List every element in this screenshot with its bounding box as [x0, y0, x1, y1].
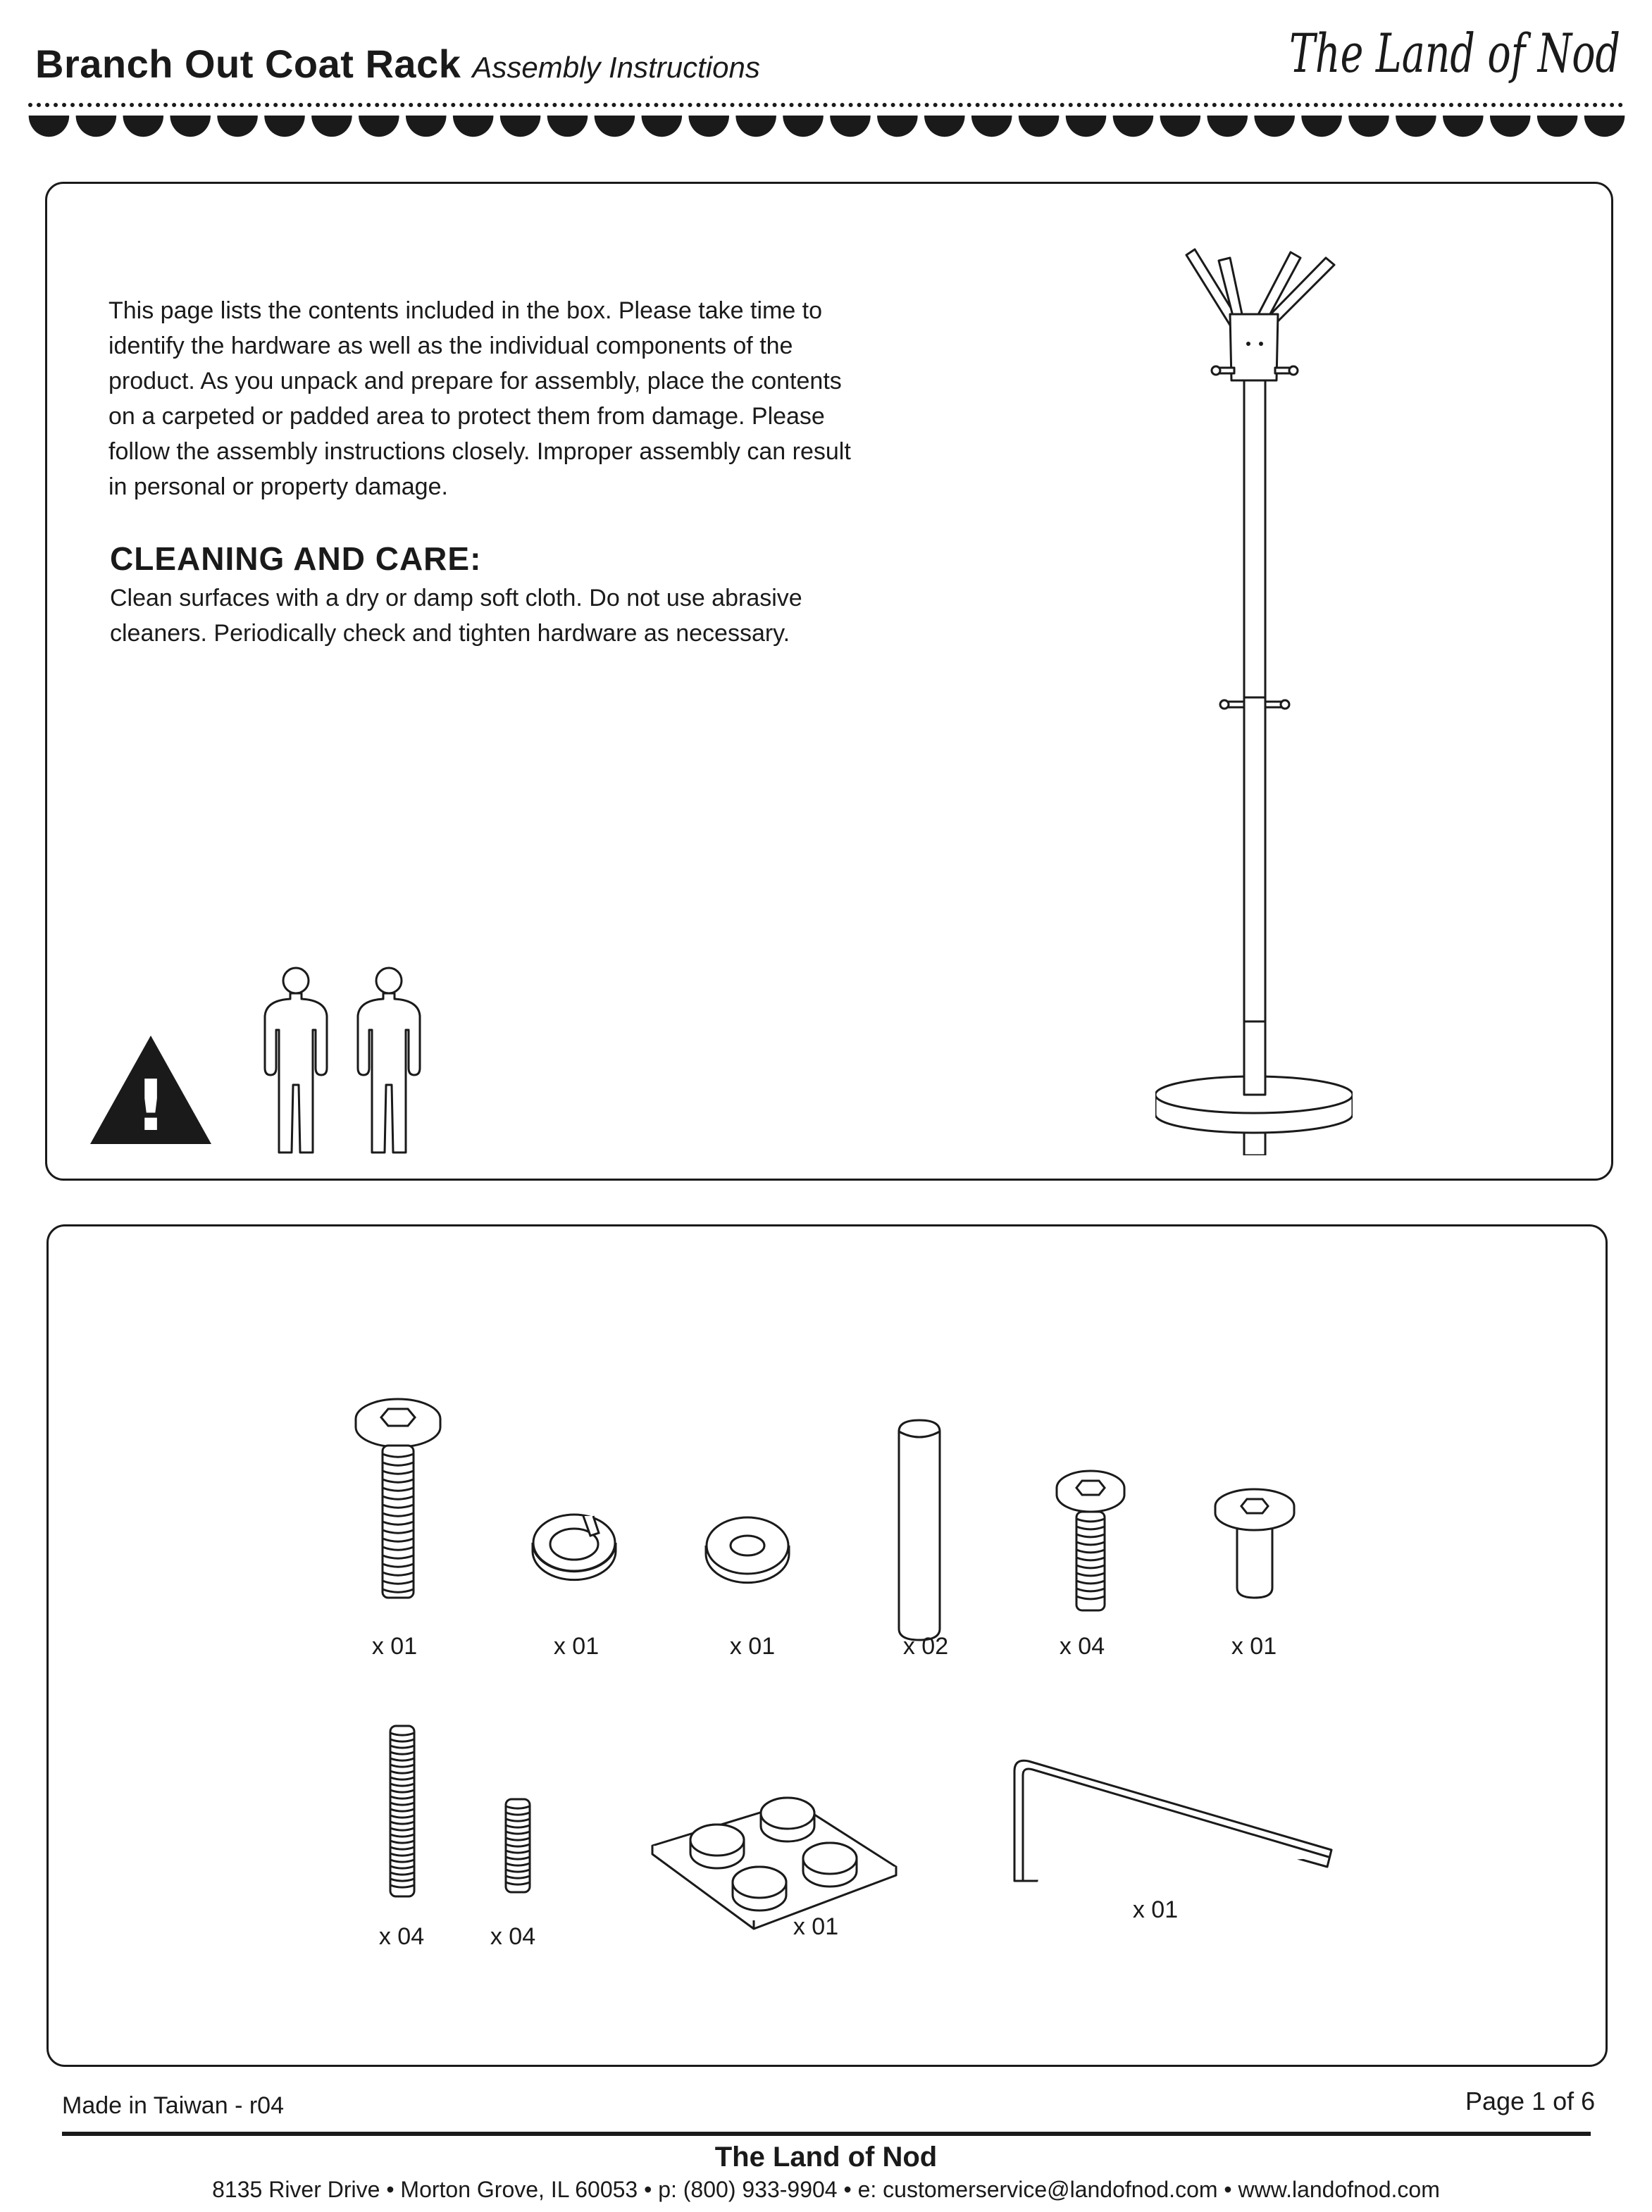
- scallop: [1537, 116, 1578, 137]
- scallop: [547, 116, 588, 137]
- long-threaded-rod-drawing: [385, 1723, 420, 1899]
- scallop: [500, 116, 541, 137]
- warning-icon: [87, 1033, 214, 1147]
- scallop: [1348, 116, 1389, 137]
- scallop: [1160, 116, 1201, 137]
- scallop: [1066, 116, 1107, 137]
- document-subtitle: Assembly Instructions: [472, 51, 760, 84]
- scallop: [359, 116, 399, 137]
- care-paragraph: Clean surfaces with a dry or damp soft cloth. Do not use abrasive cleaners. Periodically check and tighten hardware as necessary.: [110, 585, 802, 647]
- made-in-label: Made in Taiwan - r04: [62, 2092, 284, 2119]
- scallop: [735, 116, 776, 137]
- header-dotted-divider: [28, 103, 1624, 107]
- scallop: [1019, 116, 1060, 137]
- scallop: [971, 116, 1012, 137]
- qty-dowel-pin: x 02: [902, 1633, 949, 1660]
- brand-logo: [1282, 14, 1634, 92]
- scallop: [311, 116, 352, 137]
- scallop: [783, 116, 824, 137]
- qty-long-hex-bolt: x 01: [371, 1633, 418, 1660]
- scallop-border: [25, 113, 1628, 149]
- scallop: [1301, 116, 1342, 137]
- qty-felt-pad-sheet: x 01: [793, 1913, 839, 1940]
- scallop: [924, 116, 965, 137]
- brand-logo-text: The Land of Nod: [1289, 22, 1620, 85]
- coat-rack-illustration: [1155, 240, 1353, 1155]
- qty-short-hex-bolt: x 04: [1059, 1633, 1105, 1660]
- flat-washer-drawing: [702, 1515, 793, 1592]
- qty-long-threaded-rod: x 04: [378, 1923, 425, 1950]
- product-name: Branch Out Coat Rack: [35, 42, 461, 86]
- warning-symbol: !: [135, 1064, 167, 1147]
- branch-hub: [1230, 314, 1278, 380]
- footer-company-name: The Land of Nod: [714, 2142, 938, 2173]
- scallop: [29, 116, 70, 137]
- long-hex-bolt-drawing: [349, 1384, 447, 1609]
- split-lock-washer-drawing: [528, 1508, 620, 1585]
- qty-allen-key: x 01: [1132, 1896, 1179, 1923]
- scallop: [76, 116, 117, 137]
- scallop: [1396, 116, 1436, 137]
- care-heading: CLEANING AND CARE:: [110, 540, 482, 577]
- scallop: [595, 116, 635, 137]
- person-figure-right: [358, 968, 420, 1152]
- qty-barrel-nut: x 01: [1231, 1633, 1277, 1660]
- dowel-pin-drawing: [895, 1417, 944, 1643]
- scallop: [1443, 116, 1484, 137]
- scallop: [453, 116, 494, 137]
- scallop: [123, 116, 164, 137]
- scallop: [877, 116, 918, 137]
- footer-divider: [62, 2132, 1591, 2136]
- scallop: [1584, 116, 1625, 137]
- scallop: [830, 116, 871, 137]
- document-title: [35, 41, 760, 87]
- qty-split-lock-washer: x 01: [553, 1633, 600, 1660]
- page-number: Page 1 of 6: [1465, 2087, 1596, 2115]
- allen-key-drawing: [1007, 1754, 1339, 1888]
- short-threaded-rod-drawing: [500, 1796, 535, 1895]
- scallop: [1490, 116, 1531, 137]
- two-people-icon: [254, 965, 437, 1155]
- qty-short-threaded-rod: x 04: [490, 1923, 536, 1950]
- barrel-nut-drawing: [1209, 1482, 1300, 1602]
- qty-flat-washer: x 01: [729, 1633, 776, 1660]
- scallop: [264, 116, 305, 137]
- scallop: [1207, 116, 1248, 137]
- scallop: [688, 116, 729, 137]
- scallop: [406, 116, 447, 137]
- scallop: [1254, 116, 1295, 137]
- pole-bottom: [1244, 1021, 1265, 1095]
- person-figure-left: [265, 968, 327, 1152]
- scallop: [642, 116, 683, 137]
- scallop: [170, 116, 211, 137]
- scallop: [217, 116, 258, 137]
- short-hex-bolt-drawing: [1048, 1462, 1133, 1617]
- scallop: [1113, 116, 1154, 137]
- footer-address: 8135 River Drive • Morton Grove, IL 60053 • p: (800) 933-9904 • e: customerservice@landofnod.com • www.landofnod.com: [212, 2177, 1440, 2202]
- intro-paragraph: This page lists the contents included in the box. Please take time to identify the hardware as well as the individual components of the product. As you unpack and prepare for assembly, place the contents on a carpeted or padded area to protect them from damage. Please follow the assembly instructions closely. Improper assembly can result in personal or property damage.: [108, 297, 851, 500]
